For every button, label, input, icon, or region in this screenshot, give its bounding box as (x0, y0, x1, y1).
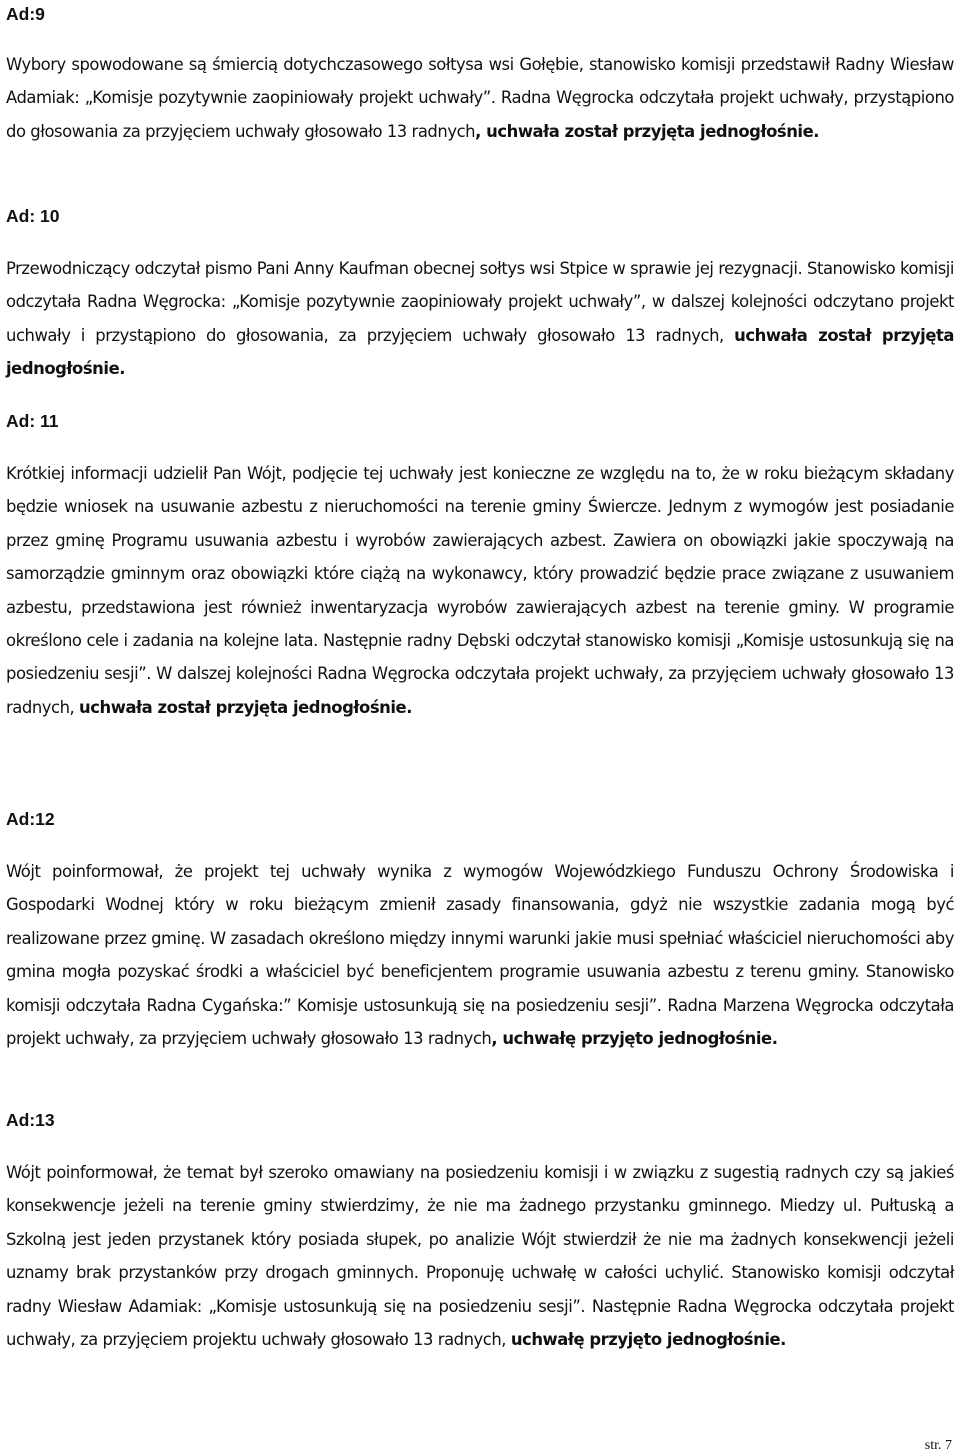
section-heading-ad9: Ad:9 (6, 4, 45, 24)
section-body-ad12 (6, 855, 954, 1055)
section-body-ad13 (6, 1156, 954, 1356)
section-heading-ad10: Ad: 10 (6, 206, 60, 226)
section-heading-ad13: Ad:13 (6, 1110, 55, 1130)
page-number: str. 7 (924, 1438, 952, 1453)
body-text: Przewodniczący odczytał pismo Pani Anny Kaufman obecnej sołtys wsi Stpice w sprawie jej rezygnacji. Stanowisko komisji odczytała Radna Węgrocka: „Komisje pozytywnie zaopiniowały projekt uchwały”, w dalszej kolejności odczytano projekt uchwały i przystąpiono do głosowania, za przyjęciem uchwały głosowało 13 radnych, (6, 259, 954, 345)
section-heading-ad12: Ad:12 (6, 809, 55, 829)
body-text-bold: uchwała został przyjęta jednogłośnie. (79, 697, 412, 717)
body-text: Wybory spowodowane są śmiercią dotychczasowego sołtysa wsi Gołębie, stanowisko komisji przedstawił Radny Wiesław Adamiak: „Komisje pozytywnie zaopiniowały projekt uchwały”. Radna Węgrocka odczytała projekt uchwały, przystąpiono do głosowania za przyjęciem uchwały głosowało 13 radnych (6, 55, 954, 141)
body-text-bold: uchwałę przyjęto jednogłośnie. (510, 1330, 786, 1350)
body-text: Krótkiej informacji udzielił Pan Wójt, podjęcie tej uchwały jest konieczne ze względu na to, że w roku bieżącym składany będzie wniosek na usuwanie azbestu z nieruchomości na terenie gminy Świercze. Jednym z wymogów jest posiadanie przez gminę Programu usuwania azbestu i wyrobów zawierających azbest. Zawiera on obowiązki jakie spoczywają na samorządzie gminnym oraz obowiązki które ciążą na wykonawcy, który prowadzić będzie prace związane z usuwaniem azbestu, przedstawiona jest również inwentaryzacja wyrobów zawierających azbest na terenie gminy. W programie określono cele i zadania na kolejne lata. Następnie radny Dębski odczytał stanowisko komisji „Komisje ustosunkują się na posiedzeniu sesji”. W dalszej kolejności Radna Węgrocka odczytała projekt uchwały, za przyjęciem uchwały głosowało 13 radnych, (6, 464, 954, 717)
body-text-bold: , uchwałę przyjęto jednogłośnie. (491, 1029, 778, 1049)
body-text: Wójt poinformował, że projekt tej uchwały wynika z wymogów Wojewódzkiego Funduszu Ochrony Środowiska i Gospodarki Wodnej który w roku bieżącym zmienił zasady finansowania, gdyż nie wszystkie zadania mogą być realizowane przez gminę. W zasadach określono między innymi warunki jakie musi spełniać właściciel nieruchomości aby gmina mogła pozyskać środki a właściciel być beneficjentem programie usuwania azbestu z terenu gminy. Stanowisko komisji odczytała Radna Cygańska:” Komisje ustosunkują się na posiedzeniu sesji”. Radna Marzena Węgrocka odczytała projekt uchwały, za przyjęciem uchwały głosowało 13 radnych (6, 862, 954, 1049)
section-heading-ad11: Ad: 11 (6, 411, 59, 431)
section-body-ad11 (6, 457, 954, 724)
body-text-bold: , uchwała został przyjęta jednogłośnie. (475, 121, 820, 141)
body-text: Wójt poinformował, że temat był szeroko omawiany na posiedzeniu komisji i w związku z sugestią radnych czy są jakieś konsekwencje jeżeli na terenie gminy stwierdzimy, że nie ma żadnego przystanku gminnego. Miedzy ul. Pułtuską a Szkolną jest jeden przystanek który posiada słupek, po analizie Wójt stwierdził że nie ma żadnych konsekwencji jeżeli uznamy brak przystanków przy drogach gminnych. Proponuję uchwałę w całości uchylić. Stanowisko komisji odczytał radny Wiesław Adamiak: „Komisje ustosunkują się na posiedzeniu sesji”. Następnie Radna Węgrocka odczytała projekt uchwały, za przyjęciem projektu uchwały głosowało 13 radnych, (6, 1163, 954, 1350)
section-body-ad9 (6, 48, 954, 148)
section-body-ad10 (6, 252, 954, 386)
body-text-bold: uchwała został przyjęta jednogłośnie. (6, 325, 954, 379)
